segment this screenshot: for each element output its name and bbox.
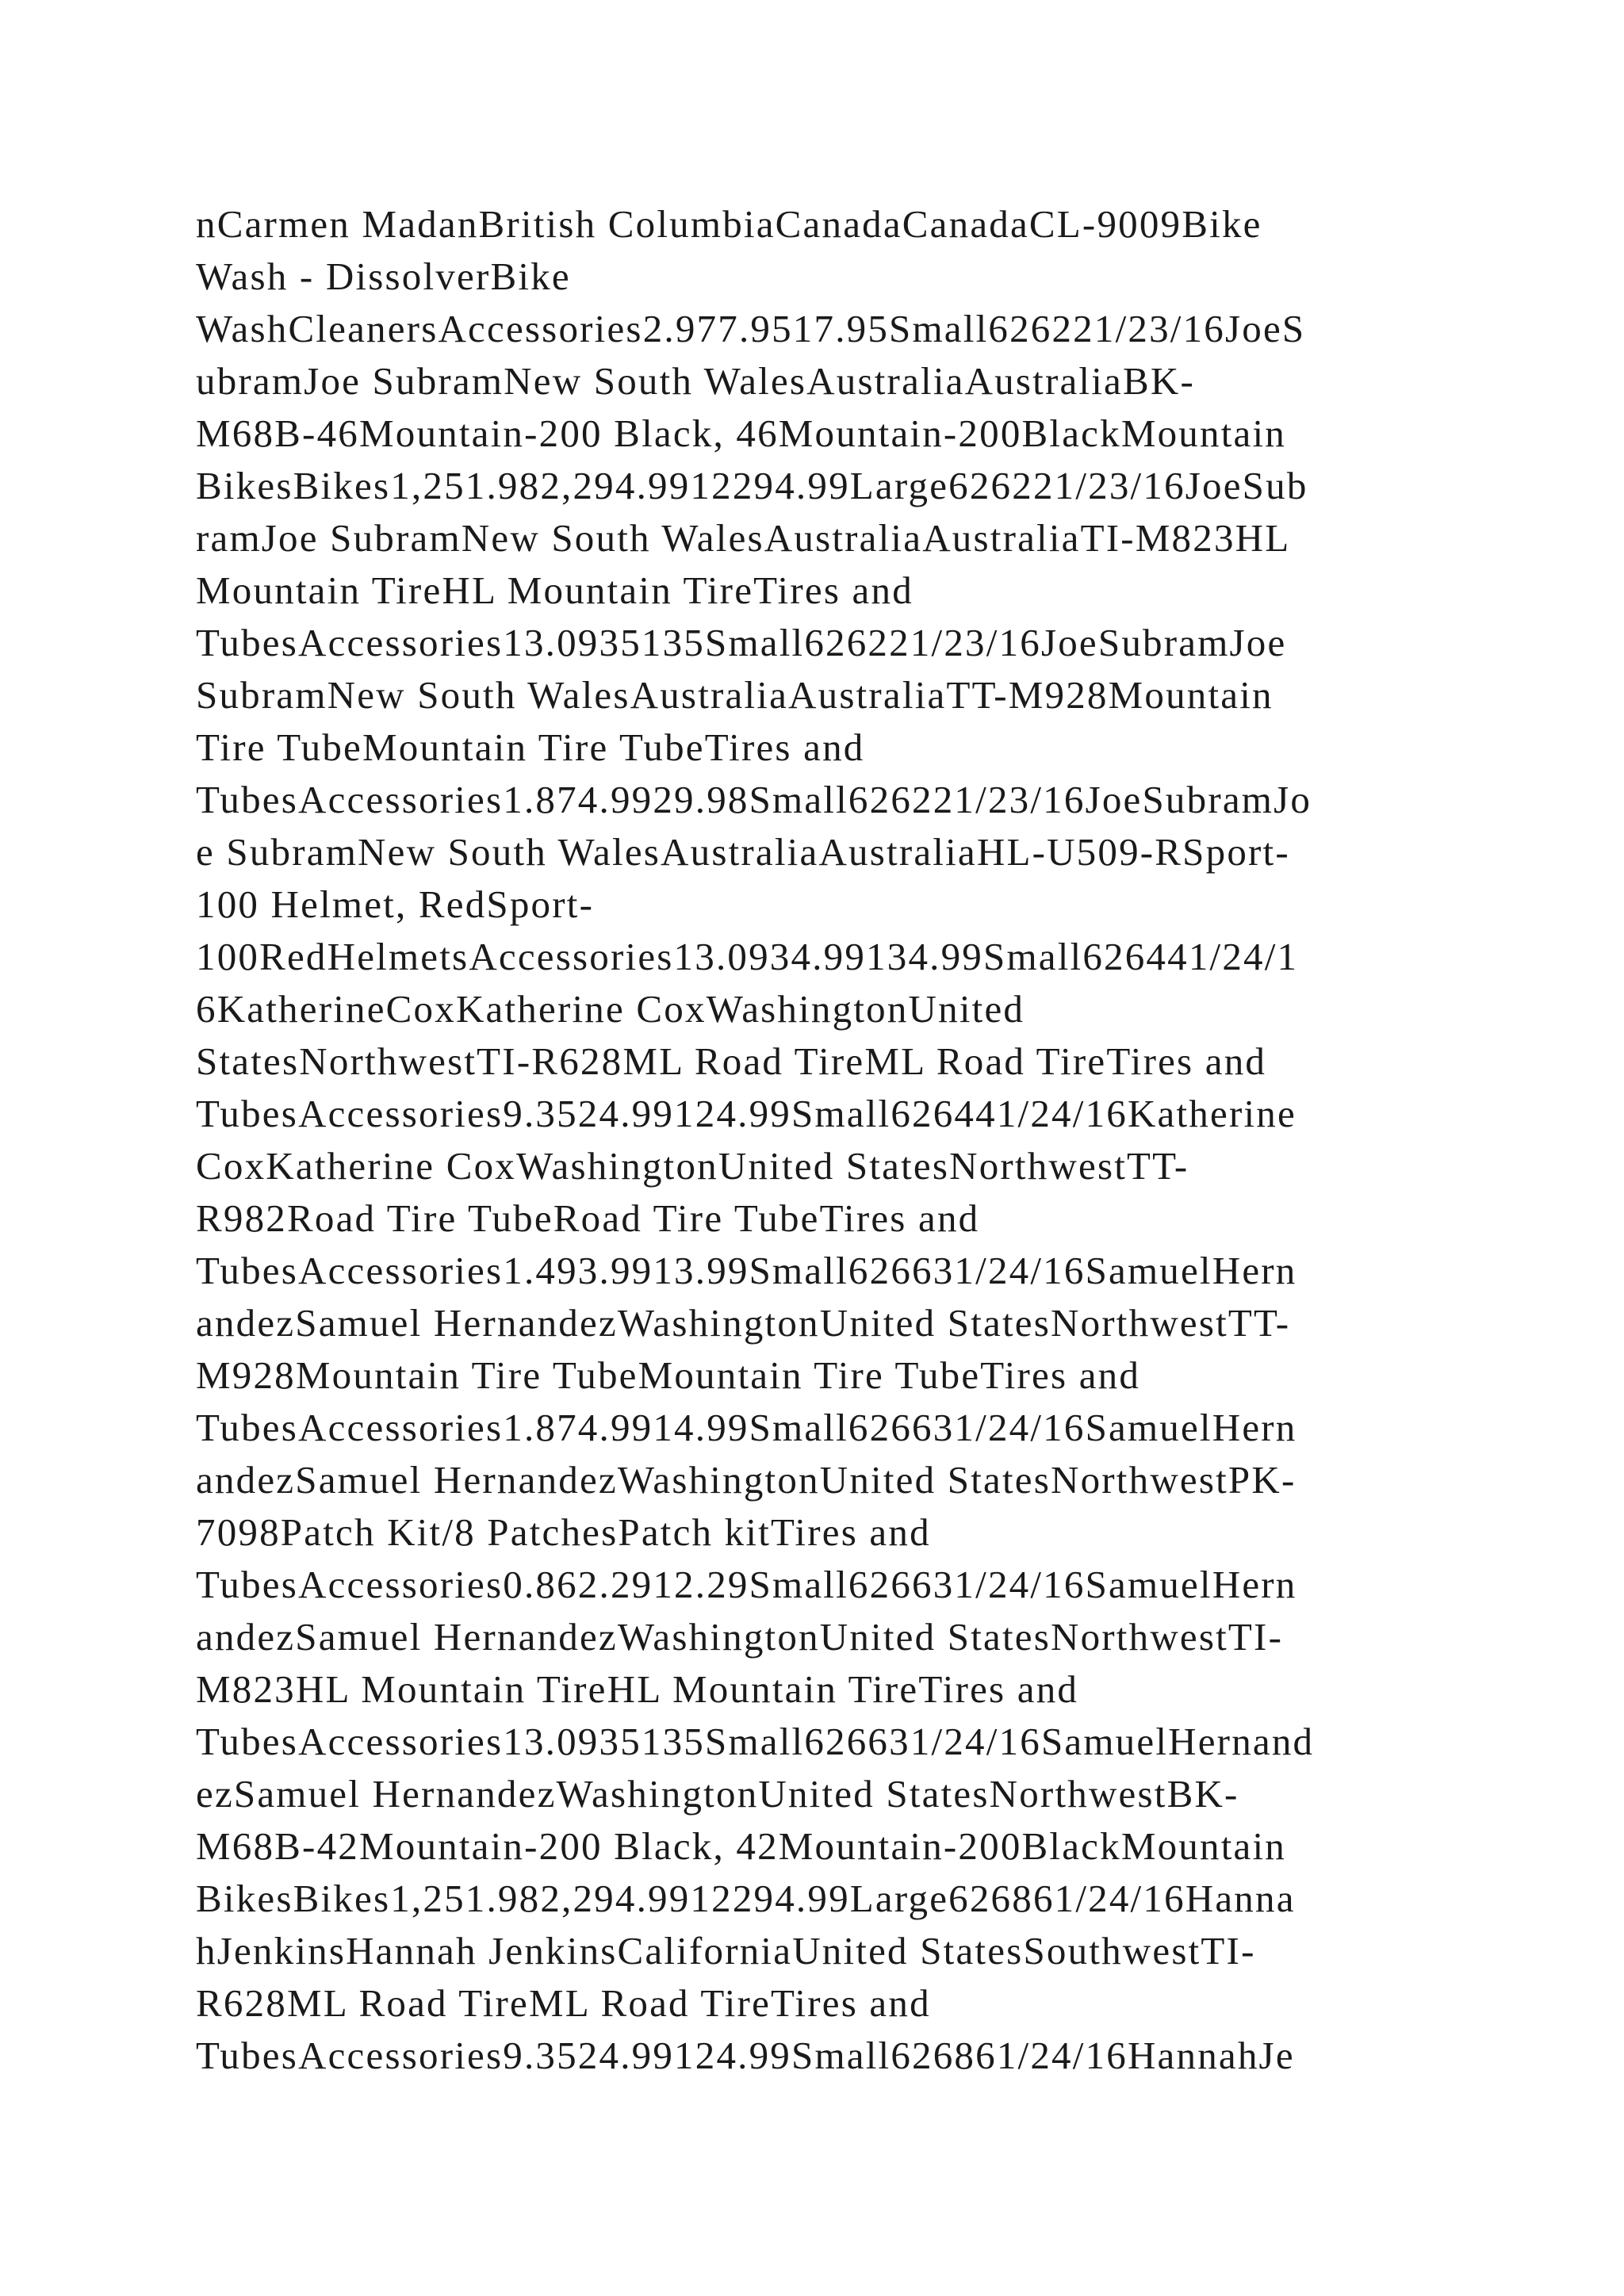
- text-line: TubesAccessories9.3524.99124.99Small626861/24/16HannahJe: [196, 2034, 1295, 2077]
- text-line: BikesBikes1,251.982,294.9912294.99Large626221/23/16JoeSub: [196, 464, 1308, 507]
- text-line: SubramNew South WalesAustraliaAustraliaTT-M928Mountain: [196, 673, 1274, 717]
- text-line: M68B-42Mountain-200 Black, 42Mountain-200BlackMountain: [196, 1824, 1286, 1868]
- text-line: ubramJoe SubramNew South WalesAustraliaAustraliaBK-: [196, 359, 1195, 403]
- text-line: TubesAccessories0.862.2912.29Small626631/24/16SamuelHern: [196, 1563, 1297, 1606]
- document-text: [196, 198, 1480, 2082]
- text-line: BikesBikes1,251.982,294.9912294.99Large626861/24/16Hanna: [196, 1877, 1296, 1920]
- text-line: Mountain TireHL Mountain TireTires and: [196, 568, 914, 612]
- text-line: StatesNorthwestTI-R628ML Road TireML Road TireTires and: [196, 1039, 1267, 1083]
- text-line: 100RedHelmetsAccessories13.0934.99134.99Small626441/24/1: [196, 935, 1299, 978]
- text-line: R628ML Road TireML Road TireTires and: [196, 1981, 931, 2025]
- text-line: TubesAccessories9.3524.99124.99Small626441/24/16Katherine: [196, 1092, 1297, 1135]
- text-line: Wash - DissolverBike: [196, 254, 571, 298]
- text-line: e SubramNew South WalesAustraliaAustraliaHL-U509-RSport-: [196, 830, 1290, 874]
- text-line: 100 Helmet, RedSport-: [196, 882, 595, 926]
- text-line: R982Road Tire TubeRoad Tire TubeTires and: [196, 1196, 980, 1240]
- text-line: 7098Patch Kit/8 PatchesPatch kitTires and: [196, 1510, 931, 1554]
- text-line: 6KatherineCoxKatherine CoxWashingtonUnited: [196, 987, 1025, 1031]
- text-line: M823HL Mountain TireHL Mountain TireTires and: [196, 1667, 1079, 1711]
- text-line: hJenkinsHannah JenkinsCaliforniaUnited StatesSouthwestTI-: [196, 1929, 1256, 1973]
- text-line: TubesAccessories1.493.9913.99Small626631/24/16SamuelHern: [196, 1249, 1297, 1292]
- text-line: TubesAccessories1.874.9914.99Small626631/24/16SamuelHern: [196, 1406, 1297, 1449]
- text-line: M928Mountain Tire TubeMountain Tire TubeTires and: [196, 1353, 1141, 1397]
- text-line: nCarmen MadanBritish ColumbiaCanadaCanadaCL-9009Bike: [196, 202, 1262, 246]
- text-line: ramJoe SubramNew South WalesAustraliaAustraliaTI-M823HL: [196, 516, 1291, 560]
- text-line: TubesAccessories1.874.9929.98Small626221/23/16JoeSubramJo: [196, 778, 1312, 821]
- text-line: WashCleanersAccessories2.977.9517.95Small626221/23/16JoeS: [196, 307, 1306, 350]
- text-line: TubesAccessories13.0935135Small626221/23/16JoeSubramJoe: [196, 621, 1287, 664]
- text-line: CoxKatherine CoxWashingtonUnited StatesNorthwestTT-: [196, 1144, 1189, 1188]
- text-line: andezSamuel HernandezWashingtonUnited StatesNorthwestPK-: [196, 1458, 1297, 1502]
- text-line: ezSamuel HernandezWashingtonUnited StatesNorthwestBK-: [196, 1772, 1239, 1816]
- text-line: M68B-46Mountain-200 Black, 46Mountain-200BlackMountain: [196, 411, 1286, 455]
- text-line: TubesAccessories13.0935135Small626631/24/16SamuelHernand: [196, 1720, 1315, 1763]
- text-line: Tire TubeMountain Tire TubeTires and: [196, 725, 865, 769]
- text-line: andezSamuel HernandezWashingtonUnited StatesNorthwestTT-: [196, 1301, 1291, 1345]
- text-line: andezSamuel HernandezWashingtonUnited StatesNorthwestTI-: [196, 1615, 1284, 1659]
